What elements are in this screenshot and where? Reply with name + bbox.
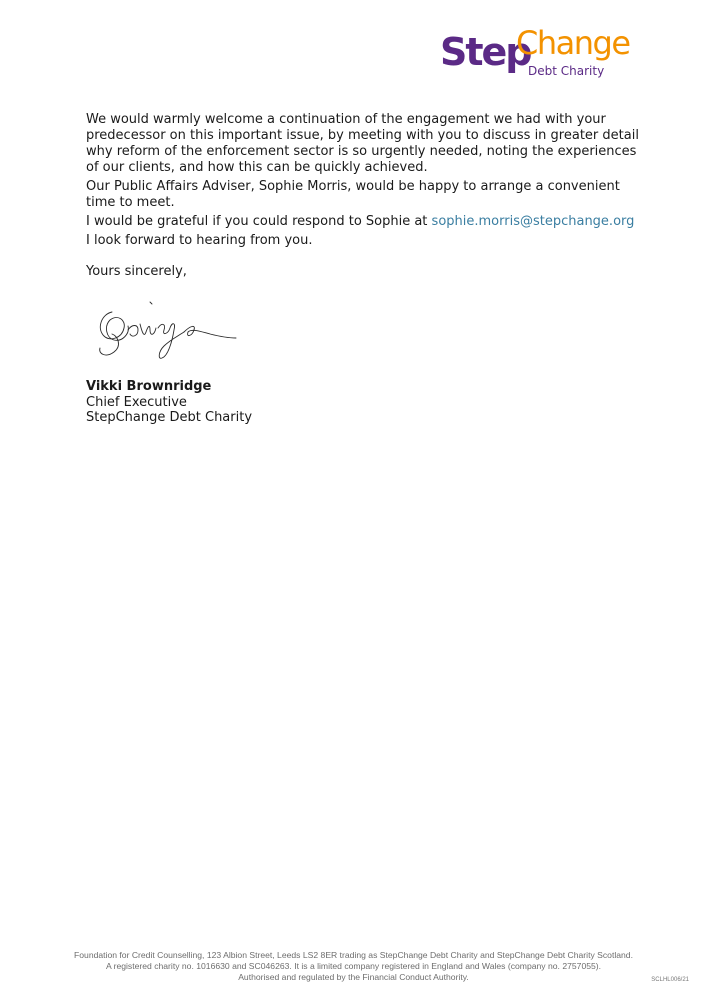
signature-block <box>86 379 252 426</box>
paragraph-respond <box>86 214 646 230</box>
paragraph-engagement: We would warmly welcome a continuation of the engagement we had with your predecessor on this important issue, by meeting with you to discuss in greater detail why reform of the enforcement sector is so urgently needed, noting the experiences of our clients, and how this can be quickly achieved. <box>86 112 639 175</box>
paragraph-look-forward: I look forward to hearing from you. <box>86 233 313 248</box>
document-reference: SCLHL006/21 <box>651 977 689 983</box>
respond-text: I would be grateful if you could respond to Sophie at <box>86 214 432 229</box>
footer <box>0 950 707 983</box>
footer-line-2: A registered charity no. 1016630 and SC046263. It is a limited company registered in England and Wales (company no. 2757055). <box>105 961 602 971</box>
letter-body <box>86 112 646 280</box>
closing: Yours sincerely, <box>86 264 187 279</box>
logo-subtitle: Debt Charity <box>528 64 605 78</box>
paragraph-adviser: Our Public Affairs Adviser, Sophie Morris, would be happy to arrange a convenient time to meet. <box>86 179 620 210</box>
signatory-title: Chief Executive <box>86 394 187 410</box>
footer-line-1: Foundation for Credit Counselling, 123 Albion Street, Leeds LS2 8ER trading as StepChange Debt Charity and StepChange Debt Charity Scotland. <box>74 950 633 960</box>
logo-step-text: Step <box>440 30 531 74</box>
signatory-name: Vikki Brownridge <box>86 379 212 394</box>
stepchange-logo <box>440 22 640 82</box>
logo-change-text: Change <box>516 24 630 62</box>
footer-line-3: Authorised and regulated by the Financial Conduct Authority. <box>238 972 469 982</box>
email-link[interactable]: sophie.morris@stepchange.org <box>431 214 635 229</box>
signature <box>92 298 242 364</box>
signatory-organization: StepChange Debt Charity <box>86 410 253 425</box>
